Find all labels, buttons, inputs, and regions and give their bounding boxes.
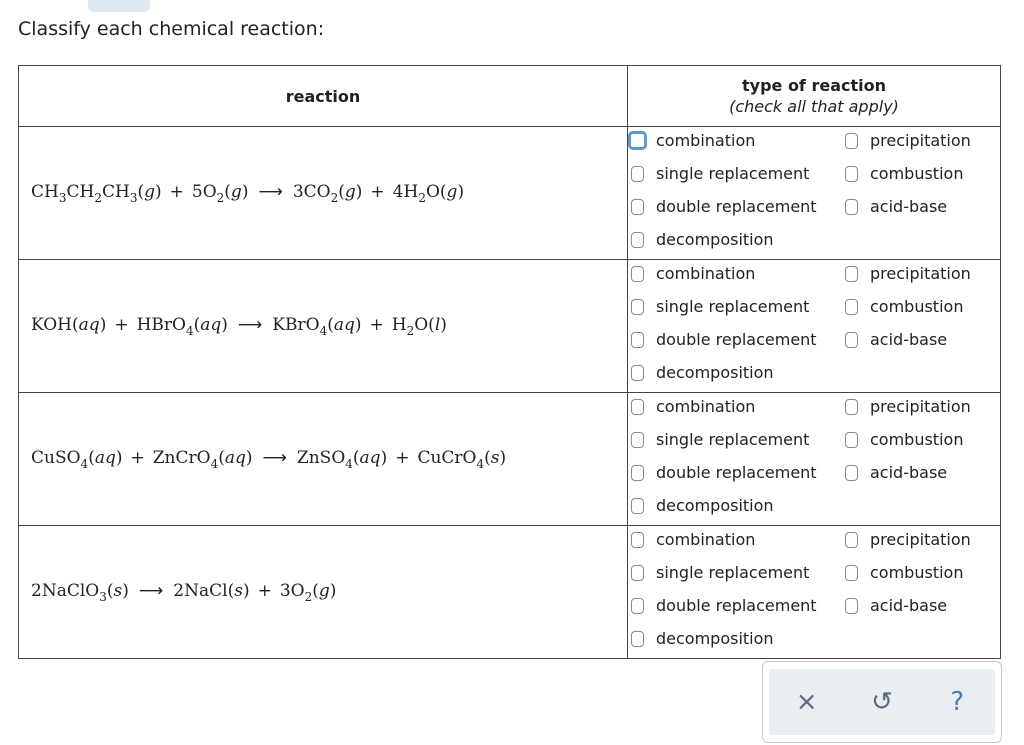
option-precipitation[interactable] bbox=[845, 397, 971, 416]
option-decomposition[interactable] bbox=[631, 363, 774, 382]
option-double-replacement[interactable] bbox=[631, 596, 817, 615]
option-label: combustion bbox=[870, 430, 964, 449]
subscript: 2 bbox=[216, 190, 225, 205]
option-double-replacement[interactable] bbox=[631, 330, 817, 349]
subscript: 3 bbox=[58, 190, 67, 205]
option-label: acid-base bbox=[870, 197, 948, 216]
options-cell bbox=[628, 127, 1001, 260]
state-symbol: aq bbox=[78, 314, 100, 335]
option-single-replacement[interactable] bbox=[631, 164, 809, 183]
state-symbol: s bbox=[113, 580, 123, 601]
subscript: 2 bbox=[94, 190, 102, 205]
reaction-table bbox=[18, 65, 1001, 659]
header-reaction: reaction bbox=[19, 66, 628, 127]
subscript: 2 bbox=[418, 190, 426, 205]
prompt-text: Classify each chemical reaction: bbox=[18, 18, 325, 40]
formula-part: O bbox=[414, 314, 429, 335]
species: $CH_3CH_2CH_3(g)$ bbox=[31, 181, 162, 205]
state-symbol: l bbox=[434, 314, 441, 335]
option-label: single replacement bbox=[656, 563, 810, 582]
subscript: 4 bbox=[476, 456, 485, 471]
option-label: double replacement bbox=[656, 596, 817, 615]
checkbox[interactable] bbox=[631, 266, 644, 282]
checkbox[interactable] bbox=[631, 498, 644, 514]
state-symbol: s bbox=[234, 580, 243, 601]
subscript: 2 bbox=[406, 323, 415, 338]
checkbox[interactable] bbox=[631, 232, 644, 248]
checkbox[interactable] bbox=[631, 465, 644, 481]
option-decomposition[interactable] bbox=[631, 230, 774, 249]
species: $5O_2(g)$ bbox=[191, 181, 249, 205]
option-single-replacement[interactable] bbox=[631, 563, 809, 582]
species: ZnSO$_4$(aq) bbox=[296, 447, 388, 471]
option-acid-base[interactable] bbox=[845, 330, 947, 349]
table-header-row bbox=[19, 66, 1001, 127]
option-label: combination bbox=[656, 397, 756, 416]
checkbox[interactable] bbox=[631, 332, 644, 348]
option-acid-base[interactable] bbox=[845, 596, 947, 615]
option-label: combination bbox=[656, 264, 756, 283]
formula-part: O bbox=[202, 181, 217, 202]
state-symbol: g bbox=[230, 181, 242, 202]
formula-part: H bbox=[391, 314, 407, 335]
plus-sign: + bbox=[130, 447, 145, 468]
chemical-equation bbox=[31, 181, 465, 205]
checkbox[interactable] bbox=[845, 565, 858, 581]
options-group bbox=[628, 526, 1000, 658]
reaction-arrow: ⟶ bbox=[262, 447, 287, 468]
option-precipitation[interactable] bbox=[845, 530, 971, 549]
species: KOH(aq) bbox=[31, 314, 107, 335]
species: $H_2O(l)$ bbox=[391, 314, 447, 338]
species: 2NaClO$_3$(s) bbox=[31, 580, 129, 604]
options-cell bbox=[628, 260, 1001, 393]
option-label: double replacement bbox=[656, 463, 817, 482]
state-symbol: aq bbox=[94, 447, 116, 468]
reaction-row bbox=[19, 127, 1001, 260]
option-label: single replacement bbox=[656, 297, 810, 316]
state-symbol: aq bbox=[200, 314, 222, 335]
reaction-arrow: ⟶ bbox=[138, 580, 164, 601]
checkbox[interactable] bbox=[845, 598, 858, 614]
checkbox[interactable] bbox=[631, 299, 644, 315]
option-combination[interactable] bbox=[631, 264, 755, 283]
subscript: 3 bbox=[129, 190, 138, 205]
option-label: acid-base bbox=[870, 330, 948, 349]
state-symbol: g bbox=[318, 580, 330, 601]
checkbox[interactable] bbox=[845, 465, 858, 481]
checkbox[interactable] bbox=[631, 166, 644, 182]
plus-sign: + bbox=[369, 314, 384, 335]
checkbox[interactable] bbox=[845, 332, 858, 348]
state-symbol: aq bbox=[359, 447, 381, 468]
option-label: precipitation bbox=[870, 397, 971, 416]
formula-part: H bbox=[403, 181, 419, 202]
formula-part: CH bbox=[66, 181, 95, 202]
checkbox[interactable] bbox=[631, 199, 644, 215]
checkbox[interactable] bbox=[631, 598, 644, 614]
species: $3O_2(g)$ bbox=[279, 580, 337, 604]
formula-part: CuCrO bbox=[417, 447, 477, 468]
option-single-replacement[interactable] bbox=[631, 430, 809, 449]
checkbox[interactable] bbox=[845, 199, 858, 215]
option-decomposition[interactable] bbox=[631, 629, 774, 648]
option-label: combustion bbox=[870, 563, 964, 582]
species: HBrO$_4$(aq) bbox=[136, 314, 228, 338]
checkbox[interactable] bbox=[631, 399, 644, 415]
subscript: 4 bbox=[319, 323, 328, 338]
plus-sign: + bbox=[114, 314, 129, 335]
option-label: precipitation bbox=[870, 530, 971, 549]
checkbox[interactable] bbox=[845, 299, 858, 315]
toolbar-inner bbox=[769, 669, 995, 735]
state-symbol: g bbox=[344, 181, 356, 202]
checkbox[interactable] bbox=[845, 532, 858, 548]
coefficient: 4 bbox=[392, 181, 404, 202]
reaction-row bbox=[19, 526, 1001, 659]
plus-sign: + bbox=[169, 181, 184, 202]
subscript: 4 bbox=[345, 456, 353, 471]
state-symbol: g bbox=[446, 181, 458, 202]
chemical-equation bbox=[31, 314, 447, 338]
option-combustion[interactable] bbox=[845, 297, 963, 316]
option-acid-base[interactable] bbox=[845, 197, 947, 216]
state-symbol: s bbox=[490, 447, 500, 468]
formula-part: NaClO bbox=[41, 580, 100, 601]
equation-cell bbox=[19, 393, 628, 526]
options-cell bbox=[628, 393, 1001, 526]
subscript: 2 bbox=[304, 589, 313, 604]
option-label: double replacement bbox=[656, 197, 817, 216]
option-label: combustion bbox=[870, 297, 964, 316]
subscript: 3 bbox=[99, 589, 107, 604]
top-tab-decoration bbox=[88, 0, 150, 12]
subscript: 4 bbox=[185, 323, 194, 338]
species: ZnCrO$_4$(aq) bbox=[152, 447, 253, 471]
formula-part: CH bbox=[101, 181, 130, 202]
reaction-arrow: ⟶ bbox=[258, 181, 283, 202]
option-label: combustion bbox=[870, 164, 964, 183]
state-symbol: g bbox=[144, 181, 155, 202]
species: $4H_2O(g)$ bbox=[392, 181, 465, 205]
option-label: single replacement bbox=[656, 164, 810, 183]
coefficient: 3 bbox=[279, 580, 291, 601]
formula-part: CuSO bbox=[31, 447, 81, 468]
checkbox[interactable] bbox=[631, 365, 644, 381]
option-label: combination bbox=[656, 530, 756, 549]
coefficient: 3 bbox=[292, 181, 304, 202]
checkbox[interactable] bbox=[631, 565, 644, 581]
coefficient: 2 bbox=[31, 580, 42, 601]
option-combustion[interactable] bbox=[845, 563, 963, 582]
checkbox[interactable] bbox=[845, 432, 858, 448]
help-icon[interactable]: ? bbox=[950, 687, 965, 717]
option-label: acid-base bbox=[870, 596, 948, 615]
checkbox[interactable] bbox=[628, 131, 647, 150]
formula-part: O bbox=[290, 580, 305, 601]
option-label: precipitation bbox=[870, 264, 971, 283]
coefficient: 2 bbox=[173, 580, 185, 601]
option-double-replacement[interactable] bbox=[631, 197, 817, 216]
species: CuCrO$_4$(s) bbox=[417, 447, 507, 471]
reaction-row bbox=[19, 393, 1001, 526]
undo-icon[interactable]: ↺ bbox=[871, 687, 893, 717]
x-icon[interactable]: × bbox=[795, 687, 818, 717]
option-label: double replacement bbox=[656, 330, 817, 349]
formula-part: NaCl bbox=[184, 580, 228, 601]
formula-part: KOH bbox=[31, 314, 73, 335]
formula-part: KBrO bbox=[272, 314, 320, 335]
option-double-replacement[interactable] bbox=[631, 463, 817, 482]
checkbox[interactable] bbox=[845, 133, 858, 149]
header-type bbox=[628, 66, 1001, 127]
checkbox[interactable] bbox=[845, 166, 858, 182]
chemical-equation bbox=[31, 447, 507, 471]
options-cell bbox=[628, 526, 1001, 659]
subscript: 2 bbox=[330, 190, 339, 205]
equation-cell bbox=[19, 127, 628, 260]
checkbox[interactable] bbox=[845, 399, 858, 415]
species: KBrO$_4$(aq) bbox=[272, 314, 362, 338]
equation-cell bbox=[19, 260, 628, 393]
formula-part: CO bbox=[303, 181, 331, 202]
options-group bbox=[628, 127, 1000, 259]
option-precipitation[interactable] bbox=[845, 264, 971, 283]
checkbox[interactable] bbox=[845, 266, 858, 282]
reaction-row bbox=[19, 260, 1001, 393]
option-label: decomposition bbox=[656, 363, 774, 382]
option-label: single replacement bbox=[656, 430, 810, 449]
option-label: combination bbox=[656, 131, 756, 150]
option-label: precipitation bbox=[870, 131, 971, 150]
option-label: acid-base bbox=[870, 463, 948, 482]
formula-part: O bbox=[425, 181, 440, 202]
checkbox[interactable] bbox=[631, 631, 644, 647]
species: 2NaCl(s) bbox=[173, 580, 250, 601]
species: CuSO$_4$(aq) bbox=[31, 447, 123, 471]
formula-part: ZnCrO bbox=[152, 447, 211, 468]
formula-part: ZnSO bbox=[296, 447, 346, 468]
option-label: decomposition bbox=[656, 629, 774, 648]
option-decomposition[interactable] bbox=[631, 496, 774, 515]
option-label: decomposition bbox=[656, 496, 774, 515]
chemical-equation bbox=[31, 580, 337, 604]
plus-sign: + bbox=[395, 447, 410, 468]
subscript: 4 bbox=[80, 456, 89, 471]
option-single-replacement[interactable] bbox=[631, 297, 809, 316]
state-symbol: aq bbox=[333, 314, 355, 335]
header-type-title: type of reaction bbox=[741, 76, 886, 95]
option-label: decomposition bbox=[656, 230, 774, 249]
checkbox[interactable] bbox=[631, 432, 644, 448]
option-acid-base[interactable] bbox=[845, 463, 947, 482]
reaction-arrow: ⟶ bbox=[237, 314, 263, 335]
option-combustion[interactable] bbox=[845, 430, 963, 449]
coefficient: 5 bbox=[191, 181, 203, 202]
species: $3CO_2(g)$ bbox=[292, 181, 363, 205]
header-type-subtitle: (check all that apply) bbox=[729, 97, 899, 116]
checkbox[interactable] bbox=[631, 532, 644, 548]
options-group bbox=[628, 260, 1000, 392]
formula-part: HBrO bbox=[136, 314, 186, 335]
option-combustion[interactable] bbox=[845, 164, 963, 183]
formula-part: CH bbox=[31, 181, 59, 202]
state-symbol: aq bbox=[224, 447, 246, 468]
plus-sign: + bbox=[257, 580, 272, 601]
subscript: 4 bbox=[210, 456, 219, 471]
equation-cell bbox=[19, 526, 628, 659]
option-combination[interactable] bbox=[631, 131, 755, 150]
option-combination[interactable] bbox=[631, 397, 755, 416]
option-precipitation[interactable] bbox=[845, 131, 971, 150]
options-group bbox=[628, 393, 1000, 525]
option-combination[interactable] bbox=[631, 530, 755, 549]
plus-sign: + bbox=[370, 181, 385, 202]
answer-toolbar bbox=[762, 661, 1002, 743]
